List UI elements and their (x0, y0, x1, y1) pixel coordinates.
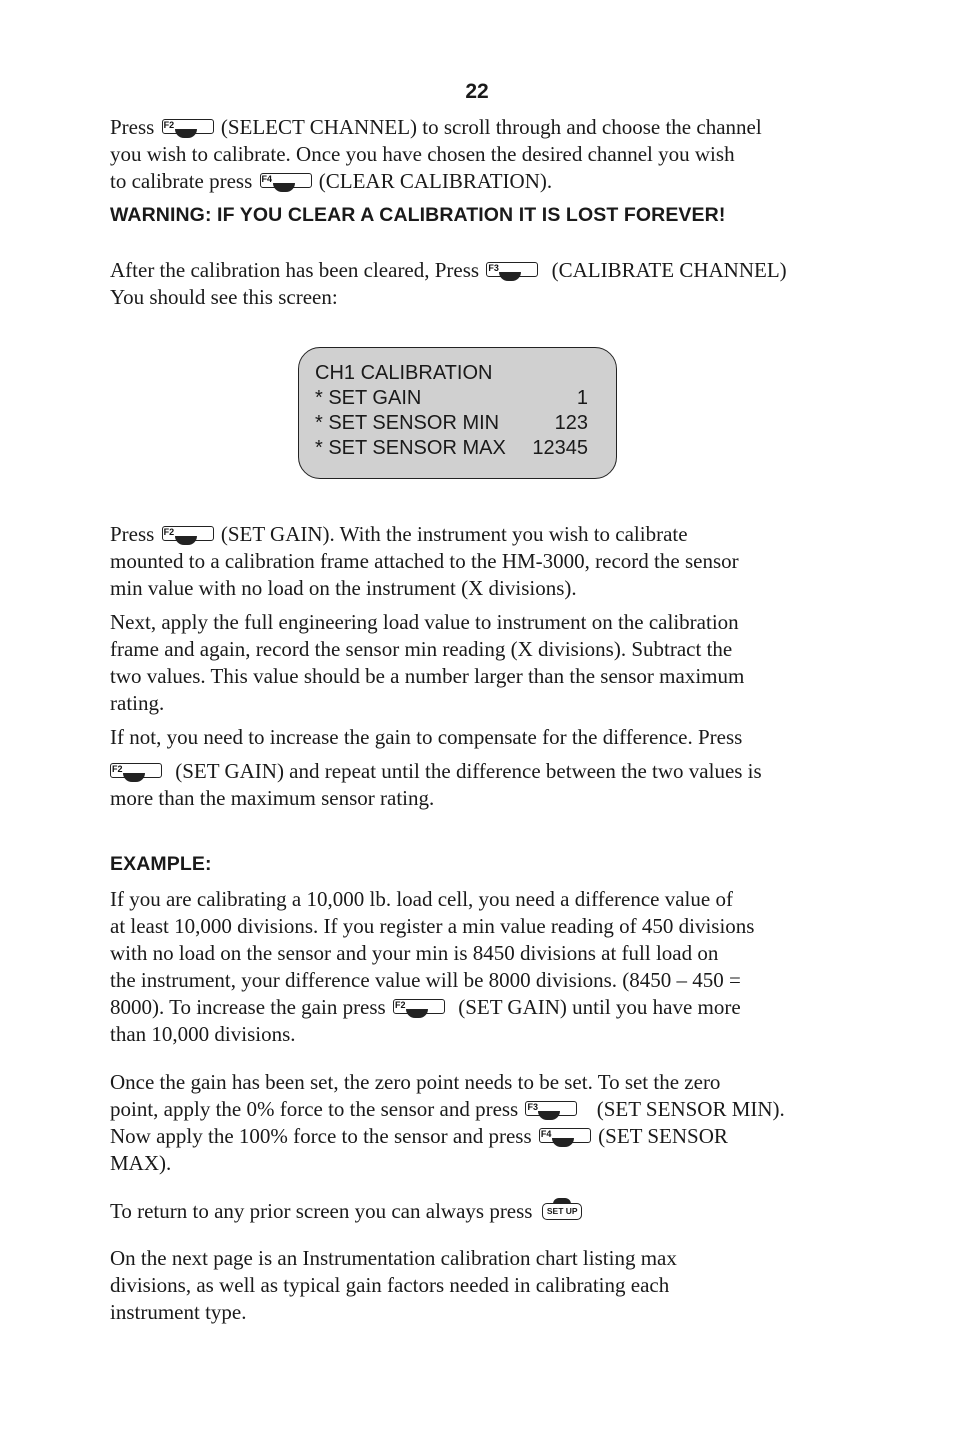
f3-key-icon: F3 (486, 258, 538, 282)
p1-line-3 (110, 168, 552, 195)
f2-key-icon: F2 (162, 115, 214, 139)
p4-line-1: Next, apply the full engineering load value to instrument on the calibration (110, 610, 739, 634)
p6-line-1: If you are calibrating a 10,000 lb. load cell, you need a difference value of (110, 887, 733, 911)
text: (SELECT CHANNEL) to scroll through and choose the channel (220, 115, 762, 139)
p3-line-1 (110, 521, 688, 548)
p4-line-4: rating. (110, 691, 165, 715)
p9-line-3: instrument type. (110, 1300, 247, 1324)
p7-line-1: Once the gain has been set, the zero point needs to be set. To set the zero (110, 1070, 721, 1094)
p7-line-3 (110, 1123, 728, 1150)
p7-line-4: MAX). (110, 1151, 172, 1175)
p3-line-3: min value with no load on the instrument (X divisions). (110, 576, 577, 600)
setup-key-icon: SET UP (542, 1200, 582, 1222)
text: to calibrate press (110, 169, 253, 193)
text: Now apply the 100% force to the sensor and press (110, 1124, 532, 1148)
lcd-row: * SET GAIN 1 (315, 387, 588, 409)
p9-line-2: divisions, as well as typical gain factors needed in calibrating each (110, 1273, 670, 1297)
p6-line-6: than 10,000 divisions. (110, 1022, 296, 1046)
p9-line-1: On the next page is an Instrumentation calibration chart listing max (110, 1246, 677, 1270)
f3-key-icon: F3 (525, 1097, 577, 1121)
lcd-title: CH1 CALIBRATION (315, 362, 493, 384)
p6-line-3: with no load on the sensor and your min is 8450 divisions at full load on (110, 941, 719, 965)
p4-line-3: two values. This value should be a number larger than the sensor maximum (110, 664, 745, 688)
f2-key-icon: F2 (162, 522, 214, 546)
lcd-row: * SET SENSOR MIN 123 (315, 412, 588, 434)
text: (SET SENSOR (598, 1124, 728, 1148)
lcd-screen (298, 347, 617, 479)
text: (CALIBRATE CHANNEL) (551, 258, 787, 282)
text: 8000). To increase the gain press (110, 995, 386, 1019)
p2-line-2: You should see this screen: (110, 285, 338, 309)
p5-line-2 (110, 758, 762, 785)
text: (SET GAIN) until you have more (458, 995, 741, 1019)
p6-line-2: at least 10,000 divisions. If you register a min value reading of 450 divisions (110, 914, 755, 938)
text: (CLEAR CALIBRATION). (318, 169, 553, 193)
text: To return to any prior screen you can always press (110, 1199, 533, 1223)
text: Press (110, 522, 155, 546)
p1-line-2: you wish to calibrate. Once you have chosen the desired channel you wish (110, 142, 735, 166)
text: Press (110, 115, 155, 139)
text: After the calibration has been cleared, Press (110, 258, 480, 282)
text: point, apply the 0% force to the sensor and press (110, 1097, 519, 1121)
p5-line-1: If not, you need to increase the gain to compensate for the difference. Press (110, 725, 743, 749)
f2-key-icon: F2 (110, 759, 162, 783)
lcd-row: * SET SENSOR MAX 12345 (315, 437, 588, 459)
warning-heading: WARNING: IF YOU CLEAR A CALIBRATION IT IS LOST FOREVER! (110, 204, 726, 226)
p1-line-1 (110, 114, 762, 141)
p8-line-1 (110, 1198, 582, 1225)
f4-key-icon: F4 (260, 169, 312, 193)
f2-key-icon: F2 (393, 995, 445, 1019)
example-heading: EXAMPLE: (110, 853, 212, 875)
text: (SET GAIN) and repeat until the difference between the two values is (175, 759, 762, 783)
p3-line-2: mounted to a calibration frame attached to the HM-3000, record the sensor (110, 549, 739, 573)
p4-line-2: frame and again, record the sensor min reading (X divisions). Subtract the (110, 637, 733, 661)
p6-line-5 (110, 994, 741, 1021)
f4-key-icon: F4 (539, 1124, 591, 1148)
page-number: 22 (465, 80, 489, 103)
text: (SET SENSOR MIN). (596, 1097, 785, 1121)
p7-line-2 (110, 1096, 785, 1123)
p6-line-4: the instrument, your difference value will be 8000 divisions. (8450 – 450 = (110, 968, 741, 992)
text: (SET GAIN). With the instrument you wish to calibrate (220, 522, 688, 546)
p5-line-3: more than the maximum sensor rating. (110, 786, 435, 810)
p2-line-1 (110, 257, 787, 284)
